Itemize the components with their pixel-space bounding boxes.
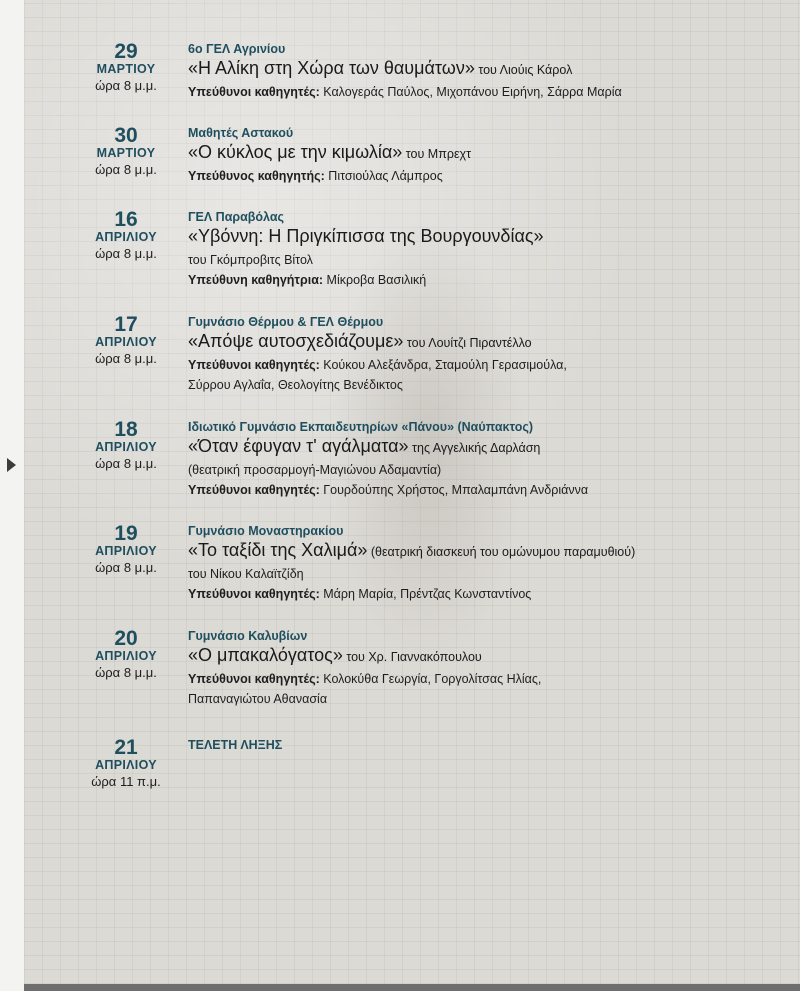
event-date xyxy=(78,420,174,474)
event-school: Ιδιωτικό Γυμνάσιο Εκπαιδευτηρίων «Πάνου» (Ναύπακτος) xyxy=(188,420,534,434)
event-info xyxy=(188,42,788,102)
event-month: ΜΑΡΤΙΟΥ xyxy=(96,62,156,76)
event-time: ώρα 8 μ.μ. xyxy=(95,560,157,575)
event-school: 6ο ΓΕΛ Αγρινίου xyxy=(188,42,286,56)
event-author-line: του Νίκου Καλαϊτζίδη xyxy=(188,567,304,581)
event-day: 21 xyxy=(114,736,138,759)
event-title: «Η Αλίκη στη Χώρα των θαυμάτων» xyxy=(188,58,475,78)
event-teachers xyxy=(188,82,788,102)
event-day: 20 xyxy=(114,627,138,650)
teachers-label: Υπεύθυνοι καθηγητές: xyxy=(188,587,320,601)
teachers-label: Υπεύθυνοι καθηγητές: xyxy=(188,358,320,372)
event-author: του Λιούις Κάρολ xyxy=(474,63,573,77)
event-title: «Ο κύκλος με την κιμωλία» xyxy=(188,142,403,162)
event-time: ώρα 8 μ.μ. xyxy=(95,665,157,680)
event-teachers xyxy=(188,166,788,186)
event-teachers xyxy=(188,584,788,604)
event-teachers-continued: Σύρρου Αγλαΐα, Θεολογίτης Βενέδικτος xyxy=(188,378,403,392)
event-title-line xyxy=(188,224,788,250)
event-month: ΑΠΡΙΛΙΟΥ xyxy=(95,335,157,349)
event-author-line: του Γκόμπροβιτς Βίτολ xyxy=(188,253,313,267)
teachers-label: Υπεύθυνοι καθηγητές: xyxy=(188,672,320,686)
closing-ceremony: ΤΕΛΕΤΗ ΛΗΞΗΣ xyxy=(188,738,283,752)
event-month: ΜΑΡΤΙΟΥ xyxy=(96,146,156,160)
event-day: 18 xyxy=(114,418,138,441)
event-school: Μαθητές Αστακού xyxy=(188,126,294,140)
event-month: ΑΠΡΙΛΙΟΥ xyxy=(95,758,157,772)
event-month: ΑΠΡΙΛΙΟΥ xyxy=(95,440,157,454)
event-date xyxy=(78,738,174,792)
event-day: 16 xyxy=(114,208,138,231)
event-school: Γυμνάσιο Μοναστηρακίου xyxy=(188,524,344,538)
event-info xyxy=(188,210,788,290)
event-title: «Το ταξίδι της Χαλιμά» xyxy=(188,540,368,560)
teachers-label: Υπεύθυνοι καθηγητές: xyxy=(188,483,320,497)
teachers-names: Μάρη Μαρία, Πρέντζας Κωνσταντίνος xyxy=(319,587,532,601)
event-title-line xyxy=(188,140,788,166)
event-time: ώρα 8 μ.μ. xyxy=(95,351,157,366)
event-month: ΑΠΡΙΛΙΟΥ xyxy=(95,649,157,663)
event-time: ώρα 8 μ.μ. xyxy=(95,78,157,93)
event-time: ώρα 8 μ.μ. xyxy=(95,456,157,471)
teachers-label: Υπεύθυνοι καθηγητές: xyxy=(188,85,320,99)
event-title-line xyxy=(188,56,788,82)
event-teachers xyxy=(188,480,788,500)
event-title: «Απόψε αυτοσχεδιάζουμε» xyxy=(188,331,404,351)
event-date xyxy=(78,42,174,96)
event-info xyxy=(188,126,788,186)
event-title: «Όταν έφυγαν τ' αγάλματα» xyxy=(188,436,409,456)
event-title-line xyxy=(188,538,788,564)
event-author: της Αγγελικής Δαρλάση xyxy=(408,441,541,455)
event-info xyxy=(188,629,788,709)
bottom-rule xyxy=(24,984,800,991)
event-info xyxy=(188,315,788,395)
event-date xyxy=(78,315,174,369)
event-school: ΓΕΛ Παραβόλας xyxy=(188,210,285,224)
event-date xyxy=(78,126,174,180)
teachers-names: Μίκροβα Βασιλική xyxy=(323,273,427,287)
triangle-pointer-icon xyxy=(7,458,16,472)
teachers-names: Γουρδούπης Χρήστος, Μπαλαμπάνη Ανδριάννα xyxy=(319,483,589,497)
event-teachers xyxy=(188,355,788,375)
event-time: ώρα 8 μ.μ. xyxy=(95,162,157,177)
event-school: Γυμνάσιο Καλυβίων xyxy=(188,629,308,643)
event-day: 17 xyxy=(114,313,138,336)
event-title-line xyxy=(188,643,788,669)
event-author: του Μπρεχτ xyxy=(402,147,472,161)
teachers-label: Υπεύθυνος καθηγητής: xyxy=(188,169,325,183)
event-info xyxy=(188,420,788,500)
teachers-names: Καλογεράς Παύλος, Μιχοπάνου Ειρήνη, Σάρρα Μαρία xyxy=(319,85,622,99)
teachers-names: Κούκου Αλεξάνδρα, Σταμούλη Γερασιμούλα, xyxy=(319,358,567,372)
event-adaptation: (θεατρική προσαρμογή-Μαγιώνου Αδαμαντία) xyxy=(188,463,442,477)
event-date xyxy=(78,524,174,578)
event-info xyxy=(188,524,788,604)
event-title-line xyxy=(188,329,788,355)
event-teachers xyxy=(188,669,788,689)
event-author: του Χρ. Γιαννακόπουλου xyxy=(342,650,482,664)
event-day: 30 xyxy=(114,124,138,147)
event-author: του Λουίτζι Πιραντέλλο xyxy=(403,336,532,350)
event-time: ώρα 8 μ.μ. xyxy=(95,246,157,261)
event-title-line xyxy=(188,434,788,460)
event-day: 29 xyxy=(114,40,138,63)
event-info xyxy=(188,738,788,752)
teachers-label: Υπεύθυνη καθηγήτρια: xyxy=(188,273,324,287)
event-date xyxy=(78,629,174,683)
event-time: ώρα 11 π.μ. xyxy=(91,774,161,789)
teachers-names: Πιτσιούλας Λάμπρος xyxy=(324,169,443,183)
event-teachers-continued: Παπαναγιώτου Αθανασία xyxy=(188,692,328,706)
event-title: «Υβόννη: Η Πριγκίπισσα της Βουργουνδίας» xyxy=(188,226,544,246)
event-month: ΑΠΡΙΛΙΟΥ xyxy=(95,230,157,244)
event-date xyxy=(78,210,174,264)
event-month: ΑΠΡΙΛΙΟΥ xyxy=(95,544,157,558)
event-author: (θεατρική διασκευή του ομώνυμου παραμυθιού) xyxy=(367,545,636,559)
event-title: «Ο μπακαλόγατος» xyxy=(188,645,343,665)
event-day: 19 xyxy=(114,522,138,545)
event-school: Γυμνάσιο Θέρμου & ΓΕΛ Θέρμου xyxy=(188,315,384,329)
left-margin xyxy=(0,0,24,991)
teachers-names: Κολοκύθα Γεωργία, Γοργολίτσας Ηλίας, xyxy=(319,672,542,686)
event-teachers xyxy=(188,270,788,290)
